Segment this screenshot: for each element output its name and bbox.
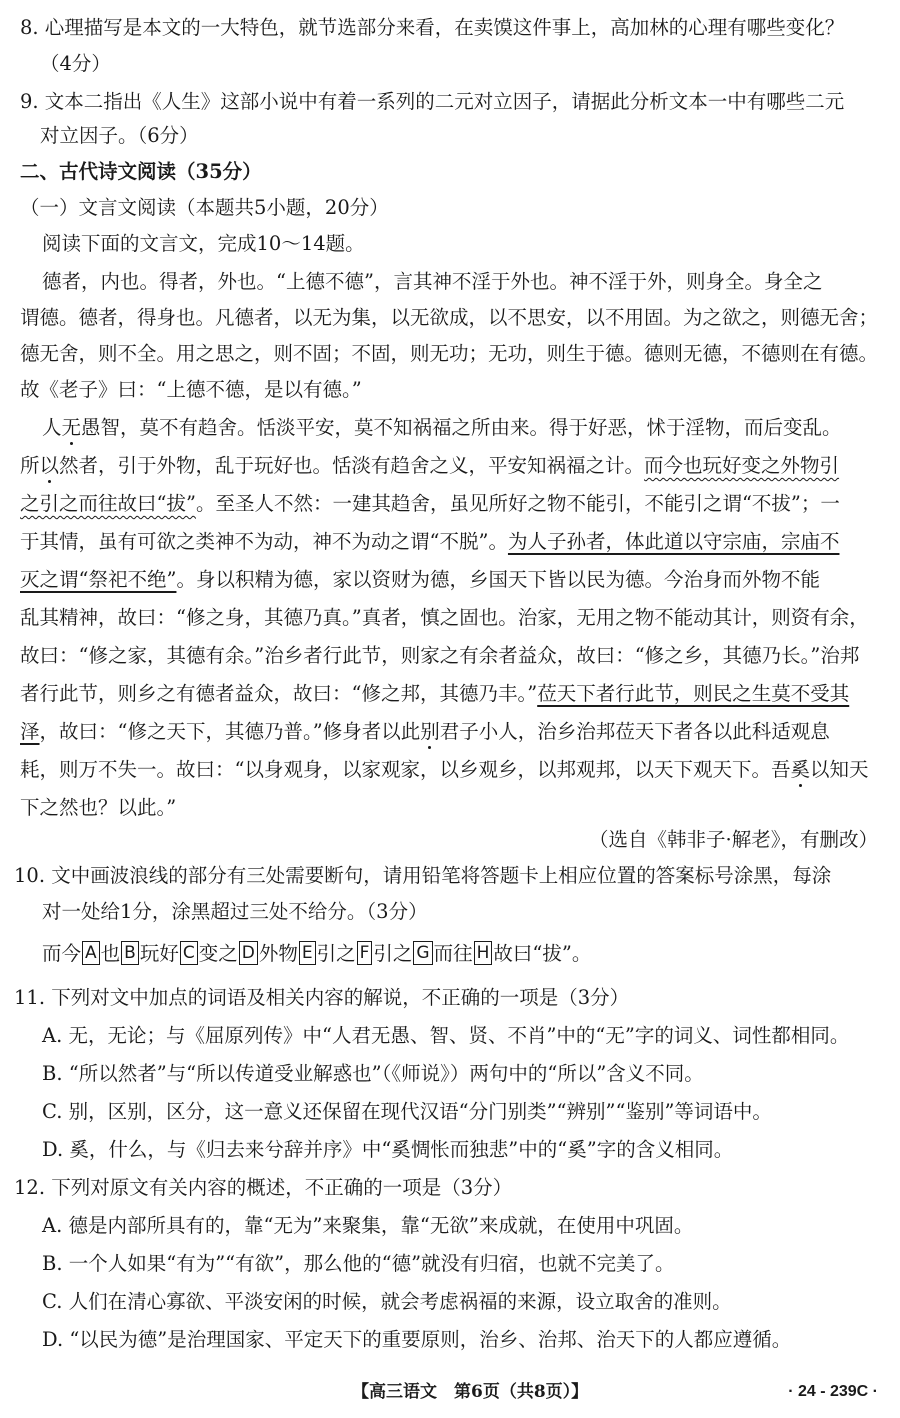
passage-p2-line11: 下之然也？以此。” <box>20 796 177 819</box>
text: 者行此节，则乡之有德者益众，故曰：“修之邦，其德乃丰。” <box>20 682 538 705</box>
option-box-c[interactable]: C <box>180 941 198 965</box>
passage-p2-line3 <box>20 490 840 518</box>
text: 愚智，莫不有趋舍。恬淡平安，莫不知祸福之所由来。得于好恶，怵于淫物，而后变乱。 <box>81 416 842 439</box>
underlined-text: 莅天下者行此节，则民之生莫不受其 <box>537 682 850 705</box>
option-box-b[interactable]: B <box>121 941 139 965</box>
q11-option-d: D. 奚，什么，与《归去来兮辞并序》中“奚惆怅而独悲”中的“奚”字的含义相同。 <box>42 1138 734 1161</box>
option-box-e[interactable]: E <box>299 941 316 965</box>
passage-p1-line3: 德无舍，则不全。用之思之，则不固；不固，则无功；无功，则生于德。德则无德，不德则在有德。 <box>20 342 879 365</box>
q11-stem: 11. 下列对文中加点的词语及相关内容的解说，不正确的一项是（3分） <box>14 986 630 1009</box>
subsection-title: （一）文言文阅读（本题共5小题，20分） <box>20 196 389 219</box>
q10-answer-options <box>42 940 591 968</box>
segment: 引之 <box>373 942 413 965</box>
text: 。至圣人不然：一建其趋舍，虽见所好之物不能引，不能引之谓“不拔”；一 <box>195 492 840 515</box>
passage-p2-line5 <box>20 566 820 594</box>
underlined-text: 泽 <box>20 720 40 743</box>
q10-line2: 对一处给1分，涂黑超过三处不给分。（3分） <box>42 900 428 923</box>
option-box-g[interactable]: G <box>413 941 432 965</box>
text: 耗，则万不失一。故曰：“以身观身，以家观家，以乡观乡，以邦观邦，以天下观天下。吾 <box>20 758 791 781</box>
text: 君子小人，治乡治邦莅天下者各以此科适观息 <box>439 720 830 743</box>
segment: 故曰“拔”。 <box>493 942 592 965</box>
segment: 引之 <box>316 942 356 965</box>
option-box-d[interactable]: D <box>239 941 258 965</box>
dotted-word-xi: 奚 <box>790 758 810 781</box>
exam-code: · 24 - 239C · <box>788 1383 878 1400</box>
text: ，故曰：“修之天下，其德乃普。”修身者以此 <box>39 720 421 743</box>
option-box-h[interactable]: H <box>474 941 493 965</box>
underlined-text: 为人子孙者，体此道以守宗庙，宗庙不 <box>507 530 840 553</box>
segment: 而往 <box>433 942 473 965</box>
segment: 而今 <box>42 942 82 965</box>
passage-source: （选自《韩非子·解老》，有删改） <box>589 828 878 851</box>
passage-p2-line1 <box>42 414 842 442</box>
dotted-word-suoyi: 以 <box>39 454 60 477</box>
segment: 也 <box>100 942 121 965</box>
passage-p1-line1: 德者，内也。得者，外也。“上德不德”，言其神不淫于外也。神不淫于外，则身全。身全之 <box>42 270 823 293</box>
text: 所 <box>20 454 40 477</box>
underlined-text: 灭之谓“祭祀不绝” <box>20 568 177 591</box>
text: 以知天 <box>810 758 869 781</box>
dotted-word-bie: 别 <box>420 720 440 743</box>
instruction: 阅读下面的文言文，完成10～14题。 <box>42 232 365 255</box>
segment: 玩好 <box>139 942 179 965</box>
q8-line1: 8. 心理描写是本文的一大特色，就节选部分来看，在卖馍这件事上，高加林的心理有哪些变化？ <box>20 16 845 39</box>
q11-option-b: B. “所以然者”与“所以传道受业解惑也”（《师说》）两句中的“所以”含义不同。 <box>42 1062 704 1085</box>
q10-line1: 10. 文中画波浪线的部分有三处需要断句，请用铅笔将答题卡上相应位置的答案标号涂黑，每涂 <box>14 864 832 887</box>
passage-p2-line7: 故曰：“修之家，其德有余。”治乡者行此节，则家之有余者益众，故曰：“修之乡，其德乃长。”治邦 <box>20 644 860 667</box>
option-box-a[interactable]: A <box>82 941 100 965</box>
passage-p2-line6: 乱其精神，故曰：“修之身，其德乃真。”真者，慎之固也。治家，无用之物不能动其计，则资有余， <box>20 606 869 629</box>
q9-line1: 9. 文本二指出《人生》这部小说中有着一系列的二元对立因子，请据此分析文本一中有哪些二元 <box>20 90 845 113</box>
option-box-f[interactable]: F <box>357 941 373 965</box>
q11-option-a: A. 无，无论；与《屈原列传》中“人君无愚、智、贤、不肖”中的“无”字的词义、词性都相同。 <box>42 1024 850 1047</box>
passage-p1-line2: 谓德。德者，得身也。凡德者，以无为集，以无欲成，以不思安，以不用固。为之欲之，则德无舍； <box>20 306 879 329</box>
q9-line2: 对立因子。（6分） <box>40 124 199 147</box>
section2-title: 二、古代诗文阅读（35分） <box>20 160 262 183</box>
passage-p1-line4: 故《老子》曰：“上德不德，是以有德。” <box>20 378 362 401</box>
dotted-word-wu: 无 <box>61 416 82 439</box>
passage-p2-line8 <box>20 680 849 708</box>
q12-option-d: D. “以民为德”是治理国家、平定天下的重要原则，治乡、治邦、治天下的人都应遵循。 <box>42 1328 792 1351</box>
passage-p2-line2 <box>20 452 839 480</box>
q12-stem: 12. 下列对原文有关内容的概述，不正确的一项是（3分） <box>14 1176 513 1199</box>
q11-option-c: C. 别，区别，区分，这一意义还保留在现代汉语“分门别类”“辨别”“鉴别”等词语中。 <box>42 1100 772 1123</box>
q8-line2: （4分） <box>40 52 111 75</box>
text: 于其情，虽有可欲之类神不为动，神不为动之谓“不脱”。 <box>20 530 508 553</box>
wavy-underlined-text: 之引之而往故曰“拔” <box>20 492 196 515</box>
q12-option-c: C. 人们在清心寡欲、平淡安闲的时候，就会考虑祸福的来源，设立取舍的准则。 <box>42 1290 732 1313</box>
segment: 变之 <box>198 942 238 965</box>
segment: 外物 <box>258 942 298 965</box>
passage-p2-line4 <box>20 528 839 556</box>
passage-p2-line9 <box>20 718 830 746</box>
q12-option-a: A. 德是内部所具有的，靠“无为”来聚集，靠“无欲”来成就，在使用中巩固。 <box>42 1214 694 1237</box>
text: 。身以积精为德，家以资财为德，乡国天下皆以民为德。今治身而外物不能 <box>176 568 820 591</box>
q12-option-b: B. 一个人如果“有为”“有欲”，那么他的“德”就没有归宿，也就不完美了。 <box>42 1252 675 1275</box>
wavy-underlined-text: 而今也玩好变之外物引 <box>644 454 840 477</box>
text: 人 <box>42 416 62 439</box>
passage-p2-line10 <box>20 756 869 784</box>
text: 然者，引于外物，乱于玩好也。恬淡有趋舍之义，平安知祸福之计。 <box>59 454 645 477</box>
page-footer: 【高三语文 第6页（共8页）】 <box>352 1382 589 1402</box>
